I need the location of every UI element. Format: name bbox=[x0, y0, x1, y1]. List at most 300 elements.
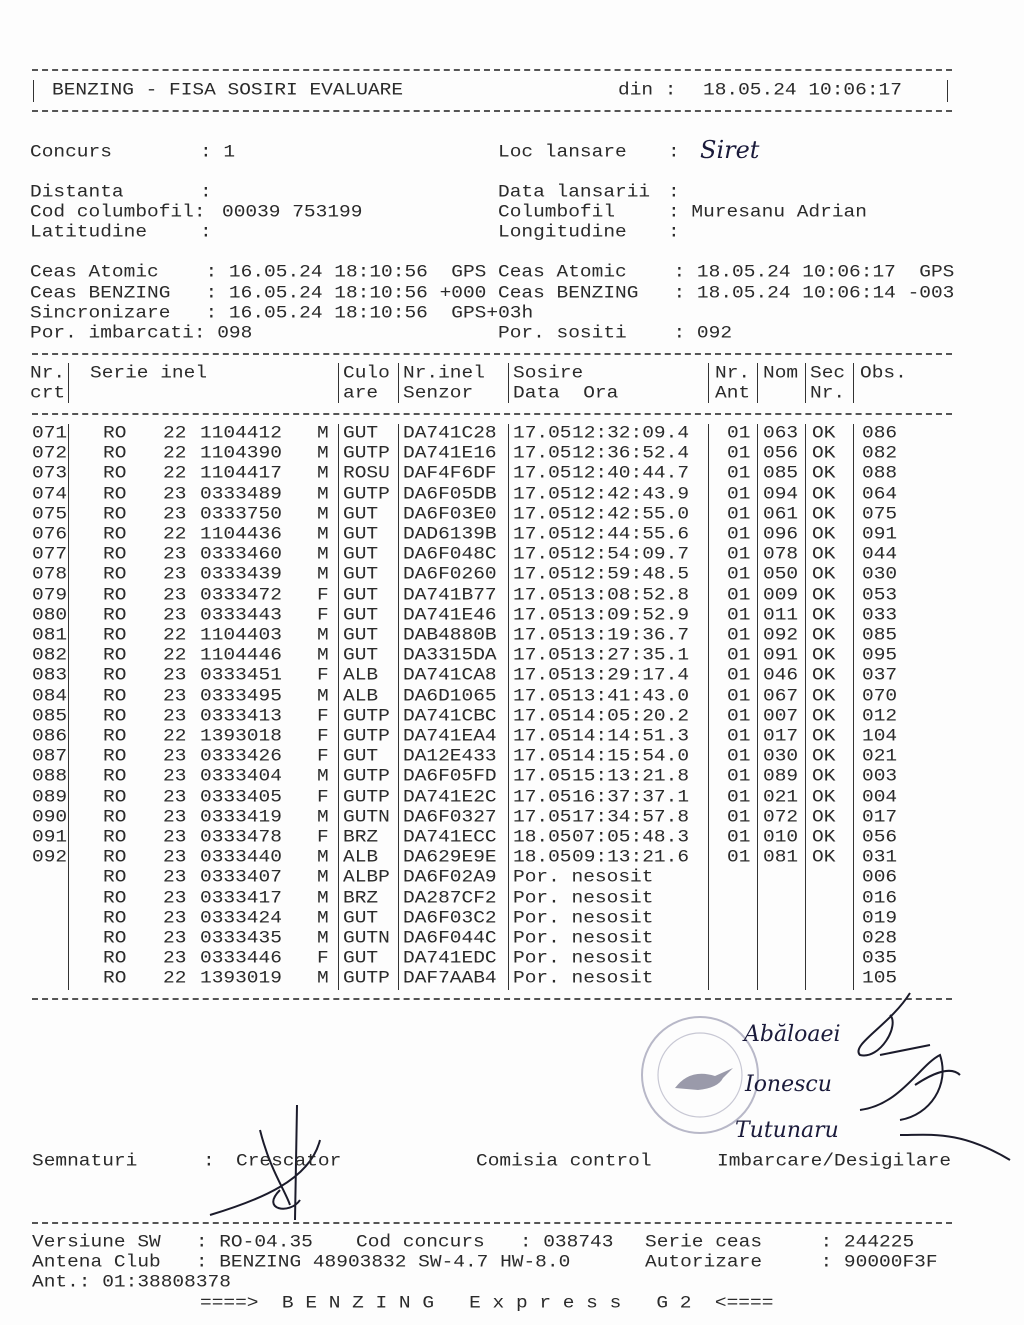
cell-year: 23 bbox=[163, 847, 187, 868]
cell-sec-nr: OK bbox=[812, 665, 836, 686]
cell-color: GUT bbox=[343, 544, 379, 565]
cell-sensor-ring: DA741E2C bbox=[403, 786, 497, 807]
cell-obs: 082 bbox=[862, 443, 898, 464]
cell-nominated: 091 bbox=[763, 645, 799, 666]
cell-ring-number: 1393019 bbox=[200, 968, 282, 989]
cell-nr-ant: 01 bbox=[727, 766, 751, 787]
cell-sex: F bbox=[317, 948, 329, 969]
cell-arrival-date: 17.05 bbox=[513, 725, 572, 747]
columbofil-label: Columbofil bbox=[498, 201, 616, 223]
cell-ring-number: 0333478 bbox=[200, 826, 282, 848]
cell-nr-ant: 01 bbox=[727, 584, 751, 605]
cell-sex: M bbox=[317, 564, 329, 585]
cell-arrival-date: 17.05 bbox=[513, 564, 572, 585]
cell-ring-number: 1104390 bbox=[200, 443, 282, 464]
cell-color: GUTP bbox=[343, 483, 390, 504]
cell-sex: F bbox=[317, 665, 329, 686]
columbofil-value: : Muresanu Adrian bbox=[668, 201, 867, 223]
cell-arrival-time: 15:13:21.8 bbox=[572, 766, 690, 787]
cell-sec-nr: OK bbox=[812, 705, 836, 726]
cell-year: 23 bbox=[163, 604, 187, 625]
autorizare: Autorizare : 90000F3F bbox=[645, 1251, 938, 1273]
cell-color: GUTP bbox=[343, 443, 390, 464]
longitudine-value: : bbox=[668, 221, 680, 243]
serie-ceas: Serie ceas : 244225 bbox=[645, 1231, 915, 1253]
cell-country: RO bbox=[103, 806, 127, 827]
column-divider bbox=[853, 363, 854, 403]
cell-country: RO bbox=[103, 443, 127, 464]
cell-nominated: 061 bbox=[763, 503, 799, 524]
cell-arrival-date: Por. nesosit bbox=[513, 907, 654, 928]
cell-ring-number: 1104446 bbox=[200, 645, 282, 666]
cell-ring-number: 0333424 bbox=[200, 907, 282, 928]
cell-nominated: 056 bbox=[763, 443, 799, 464]
cell-nr-crt: 089 bbox=[32, 786, 68, 807]
cell-obs: 030 bbox=[862, 564, 898, 585]
cell-sex: M bbox=[317, 887, 329, 908]
cell-sex: M bbox=[317, 685, 329, 706]
cell-nr-ant: 01 bbox=[727, 443, 751, 464]
cell-ring-number: 0333443 bbox=[200, 604, 282, 625]
cell-year: 23 bbox=[163, 483, 187, 504]
cell-sensor-ring: DAD6139B bbox=[403, 523, 497, 545]
cell-ring-number: 0333446 bbox=[200, 948, 282, 969]
cell-nr-ant: 01 bbox=[727, 786, 751, 807]
cell-nr-crt: 085 bbox=[32, 705, 68, 726]
cell-year: 23 bbox=[163, 786, 187, 807]
cell-nr-crt: 071 bbox=[32, 422, 68, 444]
cell-arrival-date: Por. nesosit bbox=[513, 887, 654, 908]
cell-sec-nr: OK bbox=[812, 443, 836, 464]
cell-country: RO bbox=[103, 665, 127, 686]
cell-arrival-date: 17.05 bbox=[513, 523, 572, 545]
cell-sec-nr: OK bbox=[812, 604, 836, 625]
cell-year: 23 bbox=[163, 887, 187, 908]
cell-ring-number: 0333426 bbox=[200, 746, 282, 767]
cell-obs: 004 bbox=[862, 786, 898, 807]
cell-nominated: 063 bbox=[763, 422, 799, 444]
cell-year: 23 bbox=[163, 766, 187, 787]
cell-sex: M bbox=[317, 867, 329, 888]
cell-color: ALB bbox=[343, 665, 379, 686]
col-header-nom: Nom bbox=[763, 362, 799, 384]
cell-sec-nr: OK bbox=[812, 624, 836, 646]
cell-nominated: 072 bbox=[763, 806, 799, 827]
cell-color: GUT bbox=[343, 584, 379, 605]
cell-year: 22 bbox=[163, 645, 187, 666]
cell-sex: F bbox=[317, 705, 329, 726]
cell-arrival-date: Por. nesosit bbox=[513, 867, 654, 888]
cell-arrival-date: Por. nesosit bbox=[513, 927, 654, 949]
cell-arrival-date: 18.05 bbox=[513, 847, 572, 868]
cell-nominated: 010 bbox=[763, 826, 799, 848]
cell-obs: 028 bbox=[862, 927, 898, 949]
cell-ring-number: 0333405 bbox=[200, 786, 282, 807]
cell-arrival-date: 17.05 bbox=[513, 604, 572, 625]
cell-sex: M bbox=[317, 907, 329, 928]
benzing-express-banner: ====> B E N Z I N G E x p r e s s G 2 <==== bbox=[200, 1292, 774, 1314]
date-label: din : bbox=[618, 79, 677, 101]
cell-arrival-time: 13:29:17.4 bbox=[572, 665, 690, 686]
cell-obs: 019 bbox=[862, 907, 898, 928]
cell-ring-number: 0333435 bbox=[200, 927, 282, 949]
separator: : bbox=[668, 141, 680, 163]
semnaturi-label: Semnaturi bbox=[32, 1150, 138, 1172]
porumbei-sositi: Por. sositi : 092 bbox=[498, 322, 733, 344]
cell-nr-ant: 01 bbox=[727, 503, 751, 524]
cell-country: RO bbox=[103, 523, 127, 545]
cell-nr-crt: 080 bbox=[32, 604, 68, 625]
cell-obs: 006 bbox=[862, 867, 898, 888]
cell-nr-crt: 086 bbox=[32, 725, 68, 747]
cell-sex: F bbox=[317, 604, 329, 625]
col-header-sosire: Sosire bbox=[513, 362, 584, 384]
cell-sec-nr: OK bbox=[812, 685, 836, 706]
divider bbox=[32, 69, 952, 71]
cell-color: GUT bbox=[343, 907, 379, 928]
cell-year: 22 bbox=[163, 624, 187, 646]
cell-nr-crt: 083 bbox=[32, 665, 68, 686]
latitudine-label: Latitudine bbox=[30, 221, 148, 243]
cell-nr-ant: 01 bbox=[727, 483, 751, 504]
cell-country: RO bbox=[103, 685, 127, 706]
cell-sec-nr: OK bbox=[812, 544, 836, 565]
cell-ring-number: 1104412 bbox=[200, 422, 282, 444]
document-title: BENZING - FISA SOSIRI EVALUARE bbox=[52, 79, 404, 101]
cell-nr-ant: 01 bbox=[727, 806, 751, 827]
cell-arrival-date: 17.05 bbox=[513, 503, 572, 524]
cell-obs: 021 bbox=[862, 746, 898, 767]
cell-nr-crt: 084 bbox=[32, 685, 68, 706]
cell-ring-number: 0333413 bbox=[200, 705, 282, 726]
column-divider bbox=[338, 363, 339, 403]
column-divider bbox=[757, 363, 758, 403]
cell-obs: 070 bbox=[862, 685, 898, 706]
cell-year: 23 bbox=[163, 826, 187, 848]
imbarcare-label: Imbarcare/Desigilare bbox=[717, 1150, 952, 1172]
cell-ring-number: 0333419 bbox=[200, 806, 282, 827]
cell-country: RO bbox=[103, 624, 127, 646]
col-header-nr-inel: Nr.inel bbox=[403, 362, 485, 384]
cell-obs: 037 bbox=[862, 665, 898, 686]
cell-country: RO bbox=[103, 584, 127, 605]
column-divider bbox=[398, 363, 399, 403]
cell-year: 23 bbox=[163, 584, 187, 605]
cell-obs: 033 bbox=[862, 604, 898, 625]
column-divider bbox=[508, 363, 509, 403]
cell-nr-crt: 090 bbox=[32, 806, 68, 827]
cell-nominated: 089 bbox=[763, 766, 799, 787]
cell-country: RO bbox=[103, 786, 127, 807]
cell-nominated: 092 bbox=[763, 624, 799, 646]
cell-nr-crt: 072 bbox=[32, 443, 68, 464]
cell-ring-number: 0333440 bbox=[200, 847, 282, 868]
cell-nr-crt: 082 bbox=[32, 645, 68, 666]
column-divider bbox=[68, 363, 69, 403]
col-header-nr-ant: Nr. bbox=[715, 362, 751, 384]
divider bbox=[32, 110, 952, 112]
cell-sex: M bbox=[317, 443, 329, 464]
cell-sensor-ring: DA6F044C bbox=[403, 927, 497, 949]
cell-sex: F bbox=[317, 584, 329, 605]
cell-ring-number: 0333460 bbox=[200, 544, 282, 565]
cell-country: RO bbox=[103, 503, 127, 524]
cell-color: GUT bbox=[343, 503, 379, 524]
cell-country: RO bbox=[103, 544, 127, 565]
cell-nr-ant: 01 bbox=[727, 463, 751, 484]
cell-color: GUT bbox=[343, 948, 379, 969]
cell-nominated: 078 bbox=[763, 544, 799, 565]
cell-obs: 105 bbox=[862, 968, 898, 989]
cell-sex: M bbox=[317, 766, 329, 787]
cell-country: RO bbox=[103, 705, 127, 726]
cell-nr-crt: 081 bbox=[32, 624, 68, 646]
cell-year: 23 bbox=[163, 564, 187, 585]
cell-sec-nr: OK bbox=[812, 786, 836, 807]
ceas-benzing-start: Ceas BENZING : 16.05.24 18:10:56 +000 bbox=[30, 282, 487, 304]
column-divider bbox=[708, 424, 709, 990]
cell-nr-crt: 074 bbox=[32, 483, 68, 504]
col-header-ant: Ant bbox=[715, 382, 751, 404]
cell-year: 22 bbox=[163, 968, 187, 989]
cell-ring-number: 0333417 bbox=[200, 887, 282, 908]
cell-sec-nr: OK bbox=[812, 746, 836, 767]
cell-nominated: 081 bbox=[763, 847, 799, 868]
cell-ring-number: 0333750 bbox=[200, 503, 282, 524]
cell-country: RO bbox=[103, 907, 127, 928]
cell-arrival-date: 17.05 bbox=[513, 544, 572, 565]
cell-obs: 095 bbox=[862, 645, 898, 666]
cell-obs: 016 bbox=[862, 887, 898, 908]
cell-arrival-time: 12:42:55.0 bbox=[572, 503, 690, 524]
cell-nr-ant: 01 bbox=[727, 523, 751, 545]
cell-sec-nr: OK bbox=[812, 847, 836, 868]
cell-color: GUTP bbox=[343, 725, 390, 747]
cell-country: RO bbox=[103, 948, 127, 969]
cell-arrival-time: 12:54:09.7 bbox=[572, 544, 690, 565]
cell-country: RO bbox=[103, 604, 127, 625]
cell-arrival-time: 13:27:35.1 bbox=[572, 645, 690, 666]
cell-obs: 086 bbox=[862, 422, 898, 444]
cell-sex: F bbox=[317, 786, 329, 807]
cell-sex: M bbox=[317, 463, 329, 484]
cell-arrival-date: 17.05 bbox=[513, 422, 572, 444]
cell-nominated: 007 bbox=[763, 705, 799, 726]
cell-nr-crt: 075 bbox=[32, 503, 68, 524]
cell-arrival-time: 07:05:48.3 bbox=[572, 826, 690, 848]
cell-year: 22 bbox=[163, 523, 187, 545]
cell-year: 22 bbox=[163, 443, 187, 464]
crescator-label: Crescator bbox=[236, 1150, 342, 1172]
cell-nominated: 030 bbox=[763, 746, 799, 767]
col-header-culoare: Culo bbox=[343, 362, 390, 384]
signature-scribbles bbox=[840, 985, 1020, 1175]
cell-color: GUTN bbox=[343, 806, 390, 827]
print-datetime: 18.05.24 10:06:17 bbox=[703, 79, 902, 101]
cell-arrival-date: Por. nesosit bbox=[513, 948, 654, 969]
ceas-atomic-start: Ceas Atomic : 16.05.24 18:10:56 GPS bbox=[30, 261, 487, 283]
cell-color: GUT bbox=[343, 422, 379, 444]
cell-nominated: 021 bbox=[763, 786, 799, 807]
cell-sensor-ring: DA741EA4 bbox=[403, 725, 497, 747]
cell-ring-number: 1104436 bbox=[200, 523, 282, 545]
cell-sex: M bbox=[317, 806, 329, 827]
cell-nominated: 046 bbox=[763, 665, 799, 686]
cell-nr-crt: 078 bbox=[32, 564, 68, 585]
cell-arrival-time: 14:05:20.2 bbox=[572, 705, 690, 726]
column-divider bbox=[805, 363, 806, 403]
cell-nominated: 094 bbox=[763, 483, 799, 504]
cell-sec-nr: OK bbox=[812, 725, 836, 747]
divider bbox=[32, 413, 952, 415]
cell-arrival-date: 18.05 bbox=[513, 826, 572, 848]
cod-concurs: Cod concurs : 038743 bbox=[356, 1231, 614, 1253]
cell-country: RO bbox=[103, 645, 127, 666]
cell-nr-ant: 01 bbox=[727, 665, 751, 686]
cell-year: 22 bbox=[163, 422, 187, 444]
cell-obs: 031 bbox=[862, 847, 898, 868]
cell-year: 23 bbox=[163, 746, 187, 767]
cell-obs: 017 bbox=[862, 806, 898, 827]
cell-arrival-time: 12:36:52.4 bbox=[572, 443, 690, 464]
cell-nr-ant: 01 bbox=[727, 645, 751, 666]
cell-country: RO bbox=[103, 564, 127, 585]
cell-nr-ant: 01 bbox=[727, 422, 751, 444]
cell-sex: M bbox=[317, 544, 329, 565]
cell-sex: M bbox=[317, 927, 329, 949]
ceas-benzing-end: Ceas BENZING : 18.05.24 10:06:14 -003 bbox=[498, 282, 955, 304]
cell-sensor-ring: DA741B77 bbox=[403, 584, 497, 605]
cell-color: ALB bbox=[343, 685, 379, 706]
cell-arrival-date: 17.05 bbox=[513, 806, 572, 827]
cell-arrival-date: 17.05 bbox=[513, 443, 572, 464]
data-lansarii-value: : bbox=[668, 181, 680, 203]
cell-obs: 056 bbox=[862, 826, 898, 848]
cell-arrival-time: 13:41:43.0 bbox=[572, 685, 690, 706]
cell-year: 23 bbox=[163, 806, 187, 827]
cell-sensor-ring: DA6F02A9 bbox=[403, 867, 497, 888]
cell-sensor-ring: DAF4F6DF bbox=[403, 463, 497, 484]
cell-arrival-date: 17.05 bbox=[513, 665, 572, 686]
cell-year: 22 bbox=[163, 463, 187, 484]
cell-arrival-time: 14:14:51.3 bbox=[572, 725, 690, 747]
cell-ring-number: 0333489 bbox=[200, 483, 282, 504]
cell-ring-number: 0333472 bbox=[200, 584, 282, 605]
cell-sensor-ring: DA741E46 bbox=[403, 604, 497, 625]
cell-nr-ant: 01 bbox=[727, 847, 751, 868]
cell-sensor-ring: DA6F0260 bbox=[403, 564, 497, 585]
cell-sec-nr: OK bbox=[812, 483, 836, 504]
cell-obs: 104 bbox=[862, 725, 898, 747]
cell-country: RO bbox=[103, 826, 127, 848]
cell-nominated: 009 bbox=[763, 584, 799, 605]
cell-country: RO bbox=[103, 483, 127, 504]
cell-obs: 044 bbox=[862, 544, 898, 565]
cell-year: 23 bbox=[163, 685, 187, 706]
cell-sensor-ring: DA741EDC bbox=[403, 948, 497, 969]
cell-nominated: 050 bbox=[763, 564, 799, 585]
cell-year: 23 bbox=[163, 665, 187, 686]
cell-sex: M bbox=[317, 624, 329, 646]
antena-number: Ant.: 01:38808378 bbox=[32, 1271, 231, 1293]
col-header-serie-inel: Serie inel bbox=[90, 362, 208, 384]
col-header-data-ora: Data Ora bbox=[513, 382, 619, 404]
column-divider bbox=[68, 424, 69, 990]
cell-arrival-time: 09:13:21.6 bbox=[572, 847, 690, 868]
loc-lansare-handwritten: Siret bbox=[700, 136, 760, 164]
cell-arrival-time: 12:40:44.7 bbox=[572, 463, 690, 484]
cell-obs: 075 bbox=[862, 503, 898, 524]
cell-nr-crt: 092 bbox=[32, 847, 68, 868]
cell-country: RO bbox=[103, 746, 127, 767]
loc-lansare-label: Loc lansare bbox=[498, 141, 627, 163]
cell-arrival-date: 17.05 bbox=[513, 786, 572, 807]
cod-columbofil-label: Cod columbofil: bbox=[30, 201, 206, 223]
cell-ring-number: 0333407 bbox=[200, 867, 282, 888]
comisia-control-label: Comisia control bbox=[476, 1150, 652, 1172]
col-header-sec: Sec bbox=[810, 362, 846, 384]
cell-sec-nr: OK bbox=[812, 645, 836, 666]
col-header-crt: crt bbox=[30, 382, 66, 404]
cell-sex: M bbox=[317, 968, 329, 989]
cell-arrival-time: 13:19:36.7 bbox=[572, 624, 690, 646]
cell-obs: 088 bbox=[862, 463, 898, 484]
cell-sex: F bbox=[317, 746, 329, 767]
col-header-are: are bbox=[343, 382, 379, 404]
cell-nominated: 011 bbox=[763, 604, 799, 625]
cell-obs: 091 bbox=[862, 523, 898, 545]
cell-color: GUT bbox=[343, 645, 379, 666]
cell-color: GUT bbox=[343, 746, 379, 767]
handwritten-name: Tutunaru bbox=[735, 1118, 839, 1143]
column-divider bbox=[708, 363, 709, 403]
column-divider bbox=[338, 424, 339, 990]
cell-arrival-date: 17.05 bbox=[513, 483, 572, 504]
distanta-value: : bbox=[200, 181, 212, 203]
cell-sec-nr: OK bbox=[812, 503, 836, 524]
cell-color: GUT bbox=[343, 523, 379, 545]
cell-sensor-ring: DA12E433 bbox=[403, 746, 497, 767]
cell-sensor-ring: DA6F03E0 bbox=[403, 503, 497, 524]
cell-obs: 085 bbox=[862, 624, 898, 646]
porumbei-imbarcati: Por. imbarcati: 098 bbox=[30, 322, 253, 344]
divider bbox=[32, 1222, 952, 1224]
handwritten-name: Abăloaei bbox=[744, 1022, 841, 1047]
cell-arrival-date: 17.05 bbox=[513, 685, 572, 706]
cell-country: RO bbox=[103, 463, 127, 484]
concurs-label: Concurs bbox=[30, 141, 112, 163]
cell-sex: M bbox=[317, 847, 329, 868]
cell-ring-number: 1104417 bbox=[200, 463, 282, 484]
cell-country: RO bbox=[103, 725, 127, 747]
cell-arrival-time: 13:09:52.9 bbox=[572, 604, 690, 625]
antena-club: Antena Club : BENZING 48903832 SW-4.7 HW-8.0 bbox=[32, 1251, 571, 1273]
cell-arrival-date: 17.05 bbox=[513, 746, 572, 767]
cell-ring-number: 0333404 bbox=[200, 766, 282, 787]
cell-sex: M bbox=[317, 503, 329, 524]
cell-arrival-date: 17.05 bbox=[513, 463, 572, 484]
cell-obs: 053 bbox=[862, 584, 898, 605]
cell-sensor-ring: DA741E16 bbox=[403, 443, 497, 464]
cell-country: RO bbox=[103, 927, 127, 949]
cell-nr-ant: 01 bbox=[727, 746, 751, 767]
cell-sensor-ring: DA6F048C bbox=[403, 544, 497, 565]
cell-nominated: 085 bbox=[763, 463, 799, 484]
cell-sec-nr: OK bbox=[812, 523, 836, 545]
cell-arrival-time: 13:08:52.8 bbox=[572, 584, 690, 605]
cell-nr-ant: 01 bbox=[727, 604, 751, 625]
cell-country: RO bbox=[103, 422, 127, 444]
